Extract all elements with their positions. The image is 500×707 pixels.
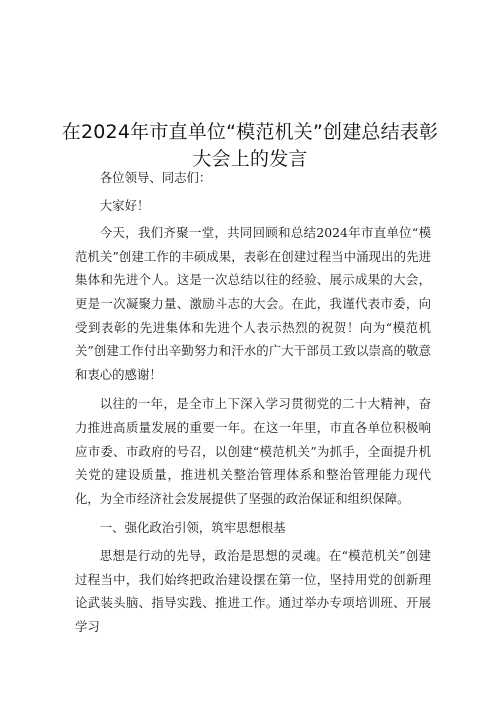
paragraph-review: 以往的一年，是全市上下深入学习贯彻党的二十大精神，奋力推进高质量发展的重要一年。在这一年里，市直各单位积极响应市委、市政府的号召，以创建“模范机关”为抓手，全面提升机关党的建设质量，推进机关整治管理体系和整治管理能力现代化，为全市经济社会发展提供了坚强的政治保证和组织保障。 — [75, 396, 431, 506]
salutation: 各位领导、同志们： — [99, 170, 212, 185]
document-body — [75, 166, 431, 644]
document-title-line-1: 在2024年市直单位“模范机关”创建总结表彰 — [61, 121, 439, 143]
paragraph-opening: 今天，我们齐聚一堂，共同回顾和总结2024年市直单位“模范机关”创建工作的丰硕成果，表彰在创建过程当中涌现出的先进集体和先进个人。这是一次总结以往的经验、展示成果的大会，更是一次凝聚力量、激励斗志的大会。在此，我谨代表市委，向受到表彰的先进集体和先进个人表示热烈的祝贺！向为“模范机关”创建工作付出辛勤努力和汗水的广大干部员工致以崇高的敬意和衷心的感谢！ — [75, 225, 431, 382]
document-title-line-2: 大会上的发言 — [192, 148, 308, 170]
greeting: 大家好！ — [99, 197, 150, 213]
section-heading-1: 一、强化政治引领，筑牢思想根基 — [99, 520, 286, 536]
paragraph-section-1: 思想是行动的先导，政治是思想的灵魂。在“模范机关”创建过程当中，我们始终把政治建设摆在第一位，坚持用党的创新理论武装头脑、指导实践、推进工作。通过举办专项培训班、开展学习 — [75, 547, 431, 634]
